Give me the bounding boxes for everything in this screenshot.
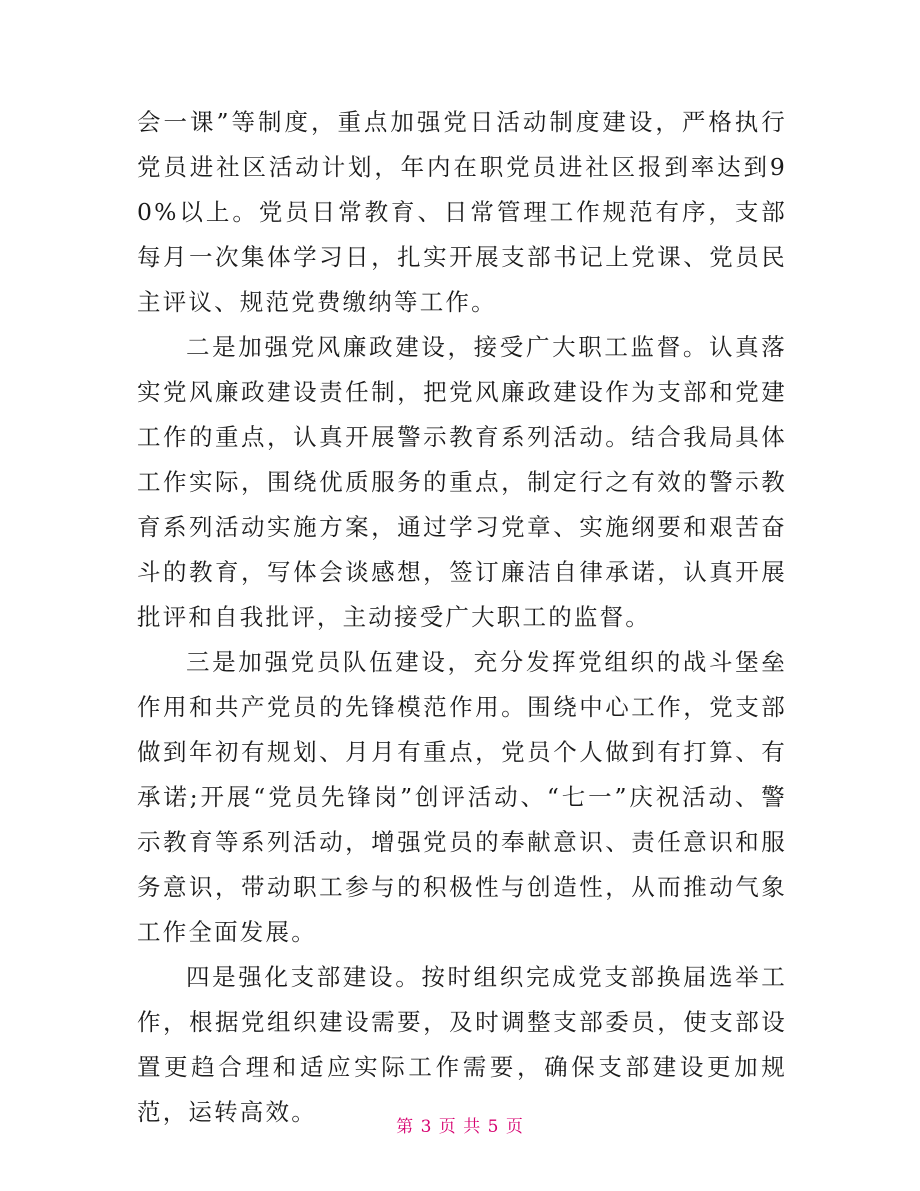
paragraph-member-team: 三是加强党员队伍建设，充分发挥党组织的战斗堡垒作用和共产党员的先锋模范作用。围绕中心工作，党支部做到年初有规划、月月有重点，党员个人做到有打算、有承诺;开展“党员先锋岗”创评活动、“七一”庆祝活动、警示教育等系列活动，增强党员的奉献意识、责任意识和服务意识，带动职工参与的积极性与创造性，从而推动气象工作全面发展。 [137, 648, 787, 946]
page-number-footer: 第 3 页 共 5 页 [396, 1117, 524, 1137]
document-body [137, 100, 787, 1135]
paragraph-party-conduct: 二是加强党风廉政建设，接受广大职工监督。认真落实党风廉政建设责任制，把党风廉政建设作为支部和党建工作的重点，认真开展警示教育系列活动。结合我局具体工作实际，围绕优质服务的重点，制定行之有效的警示教育系列活动实施方案，通过学习党章、实施纲要和艰苦奋斗的教育，写体会谈感想，签订廉洁自律承诺，认真开展批评和自我批评，主动接受广大职工的监督。 [137, 333, 787, 631]
paragraph-continuation: 会一课”等制度，重点加强党日活动制度建设，严格执行党员进社区活动计划，年内在职党员进社区报到率达到90%以上。党员日常教育、日常管理工作规范有序，支部每月一次集体学习日，扎实开展支部书记上党课、党员民主评议、规范党费缴纳等工作。 [137, 108, 787, 316]
paragraph-branch-building: 四是强化支部建设。按时组织完成党支部换届选举工作，根据党组织建设需要，及时调整支部委员，使支部设置更趋合理和适应实际工作需要，确保支部建设更加规范，运转高效。 [137, 963, 787, 1126]
